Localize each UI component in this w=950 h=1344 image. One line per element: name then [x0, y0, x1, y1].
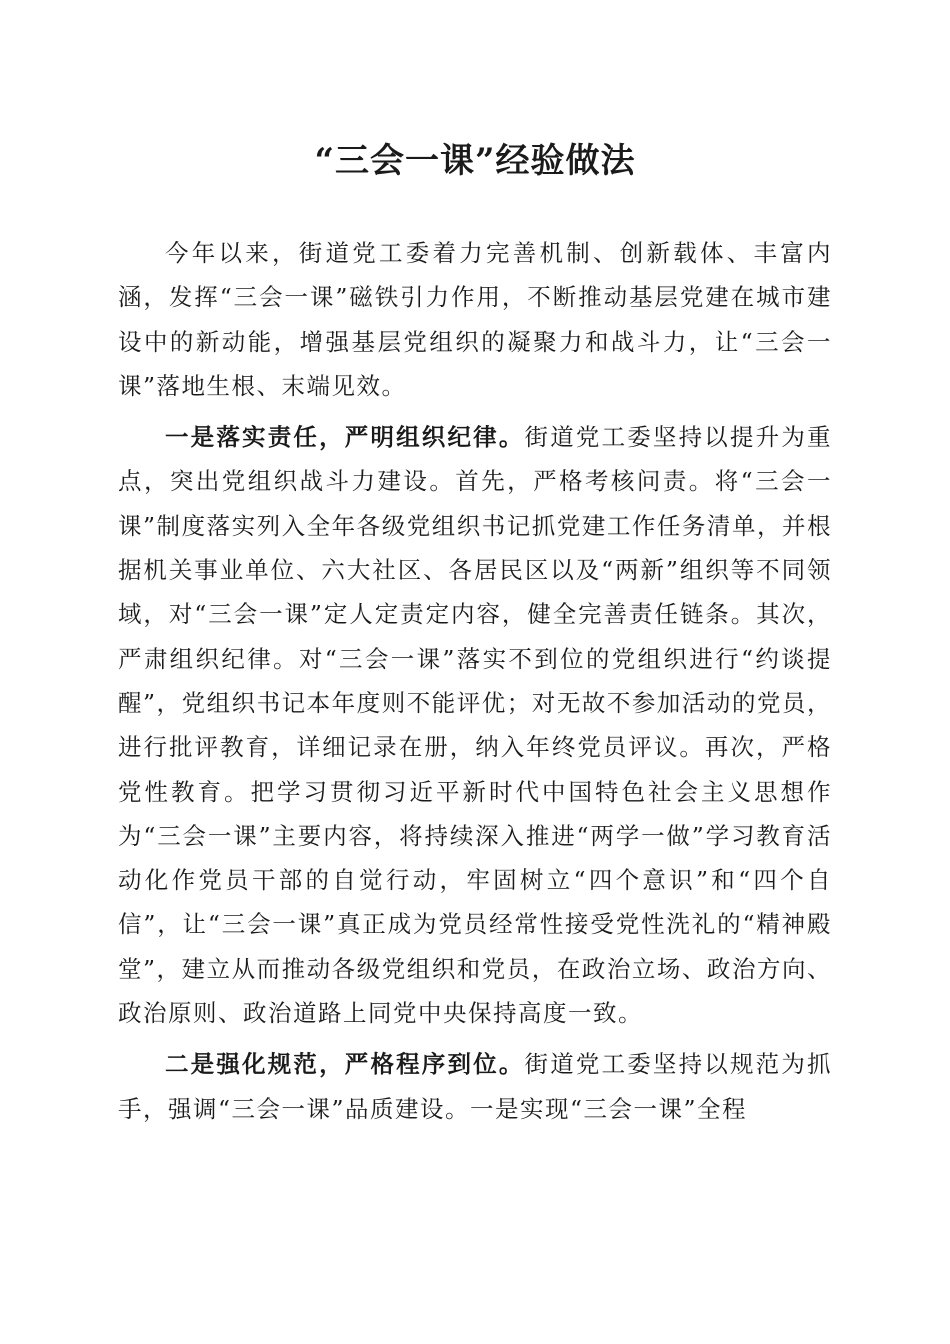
document-body [118, 231, 832, 1138]
paragraph-text: 街道党工委坚持以提升为重点，突出党组织战斗力建设。首先，严格考核问责。将“三会一课”制度落实列入全年各级党组织书记抓党建工作任务清单，并根据机关事业单位、六大社区、各居民区以及“两新”组织等不同领域，对“三会一课”定人定责定内容，健全完善责任链条。其次，严肃组织纪律。对“三会一课”落实不到位的党组织进行“约谈提醒”，党组织书记本年度则不能评优；对无故不参加活动的党员，进行批评教育，详细记录在册，纳入年终党员评议。再次，严格党性教育。把学习贯彻习近平新时代中国特色社会主义思想作为“三会一课”主要内容，将持续深入推进“两学一做”学习教育活动化作党员干部的自觉行动，牢固树立“四个意识”和“四个自信”，让“三会一课”真正成为党员经常性接受党性洗礼的“精神殿堂”，建立从而推动各级党组织和党员，在政治立场、政治方向、政治原则、政治道路上同党中央保持高度一致。 [118, 423, 833, 1028]
paragraph-section-2 [118, 1042, 832, 1131]
paragraph-section-1 [118, 415, 832, 1035]
paragraph-text: 街道党工委坚持以规范为抓手，强调“三会一课”品质建设。一是实现“三会一课”全程 [118, 1050, 833, 1123]
paragraph-lead: 一是落实责任，严明组织纪律。 [165, 423, 525, 452]
paragraph-intro [118, 231, 832, 408]
paragraph-text: 今年以来，街道党工委着力完善机制、创新载体、丰富内涵，发挥“三会一课”磁铁引力作用，不断推动基层党建在城市建设中的新动能，增强基层党组织的凝聚力和战斗力，让“三会一课”落地生根、末端见效。 [118, 239, 832, 400]
paragraph-lead: 二是强化规范，严格程序到位。 [165, 1050, 525, 1079]
document-title: “三会一课”经验做法 [314, 141, 636, 181]
